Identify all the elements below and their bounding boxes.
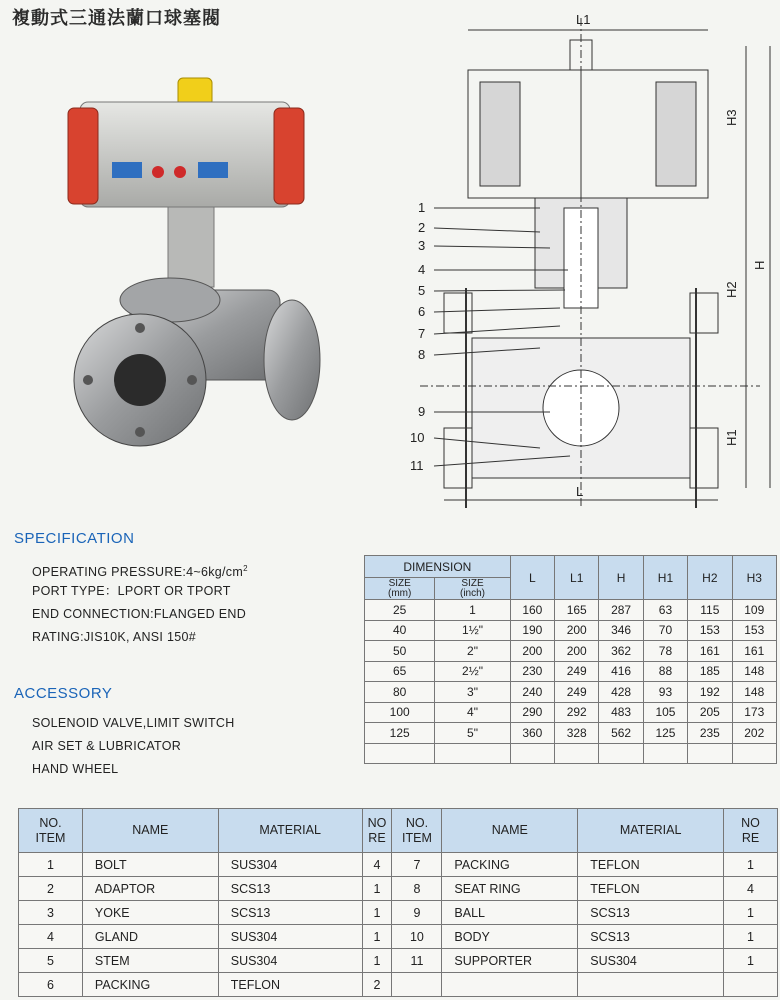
table-row [19, 925, 778, 949]
table-cell: STEM [82, 949, 218, 973]
table-cell [365, 743, 435, 764]
table-cell: SEAT RING [442, 877, 578, 901]
table-row [365, 682, 777, 703]
table-cell: 161 [688, 641, 732, 662]
table-cell: 5 [19, 949, 83, 973]
callout-6: 6 [418, 304, 426, 319]
table-cell: 249 [555, 682, 599, 703]
table-cell: 161 [732, 641, 776, 662]
table-cell: 125 [365, 723, 435, 744]
table-row [19, 877, 778, 901]
callout-7: 7 [418, 326, 426, 341]
table-cell: 80 [365, 682, 435, 703]
table-cell: PACKING [442, 853, 578, 877]
table-cell: 125 [643, 723, 687, 744]
spec-end-connection: END CONNECTION:FLANGED END [32, 607, 247, 621]
table-cell [435, 743, 510, 764]
table-cell: 205 [688, 702, 732, 723]
table-cell: 200 [555, 641, 599, 662]
dim-label-h1: H1 [724, 429, 739, 446]
table-cell: 346 [599, 620, 643, 641]
table-cell: 287 [599, 600, 643, 621]
callout-9: 9 [418, 404, 426, 419]
col-name: NAME [82, 809, 218, 853]
col-h: H [599, 556, 643, 600]
table-cell: 200 [510, 641, 554, 662]
table-cell: 5" [435, 723, 510, 744]
table-cell: 240 [510, 682, 554, 703]
table-cell [643, 743, 687, 764]
table-cell: 4 [724, 877, 778, 901]
spec-rating: RATING:JIS10K, ANSI 150# [32, 630, 196, 644]
table-cell: 165 [555, 600, 599, 621]
dim-label-h: H [752, 260, 767, 270]
table-cell: 40 [365, 620, 435, 641]
table-cell: 109 [732, 600, 776, 621]
table-cell: 8 [392, 877, 442, 901]
table-cell: 192 [688, 682, 732, 703]
col-no-item: NO. ITEM [19, 809, 83, 853]
table-cell: 416 [599, 661, 643, 682]
table-cell: 1 [724, 925, 778, 949]
table-cell: 428 [599, 682, 643, 703]
table-cell [724, 973, 778, 997]
table-cell: 202 [732, 723, 776, 744]
table-cell: 360 [510, 723, 554, 744]
table-cell: 1 [362, 925, 392, 949]
table-cell: 160 [510, 600, 554, 621]
table-cell: 4 [19, 925, 83, 949]
dim-label-l: L [576, 484, 584, 499]
table-row [365, 723, 777, 744]
table-row [19, 853, 778, 877]
table-cell: 65 [365, 661, 435, 682]
col-nore: NO RE [724, 809, 778, 853]
table-row [365, 641, 777, 662]
dimension-table [364, 555, 777, 764]
table-cell: TEFLON [578, 877, 724, 901]
table-cell: YOKE [82, 901, 218, 925]
callout-4: 4 [418, 262, 426, 277]
callout-11: 11 [410, 458, 424, 473]
table-cell: 2 [362, 973, 392, 997]
table-cell: 1 [724, 853, 778, 877]
table-cell: SUS304 [218, 949, 362, 973]
table-cell: SCS13 [218, 901, 362, 925]
table-cell [555, 743, 599, 764]
specification-list [32, 557, 248, 649]
table-cell: 153 [688, 620, 732, 641]
accessory-item: HAND WHEEL [32, 762, 119, 776]
col-h3: H3 [732, 556, 776, 600]
table-cell [392, 973, 442, 997]
table-cell: 1 [724, 901, 778, 925]
table-cell [510, 743, 554, 764]
spec-port-type: PORT TYPE：LPORT OR TPORT [32, 584, 231, 598]
table-cell: 1 [362, 901, 392, 925]
table-cell: 7 [392, 853, 442, 877]
col-material: MATERIAL [218, 809, 362, 853]
table-cell: 4 [362, 853, 392, 877]
table-cell: 230 [510, 661, 554, 682]
table-cell: 1 [724, 949, 778, 973]
table-cell: GLAND [82, 925, 218, 949]
col-size-mm: SIZE (mm) [365, 578, 435, 600]
col-h1: H1 [643, 556, 687, 600]
table-cell: 235 [688, 723, 732, 744]
table-cell: 105 [643, 702, 687, 723]
table-cell: SUS304 [218, 925, 362, 949]
table-cell [442, 973, 578, 997]
col-l: L [510, 556, 554, 600]
table-cell: 292 [555, 702, 599, 723]
table-cell: 11 [392, 949, 442, 973]
table-cell: SUS304 [218, 853, 362, 877]
table-cell: SCS13 [218, 877, 362, 901]
table-cell: 3" [435, 682, 510, 703]
table-cell: SCS13 [578, 925, 724, 949]
callout-5: 5 [418, 283, 426, 298]
table-row [365, 743, 777, 764]
dim-label-h2: H2 [724, 281, 739, 298]
table-cell: 10 [392, 925, 442, 949]
table-cell: 100 [365, 702, 435, 723]
table-cell [688, 743, 732, 764]
table-cell: 483 [599, 702, 643, 723]
table-cell: SUS304 [578, 949, 724, 973]
table-cell: 2 [19, 877, 83, 901]
table-cell: 93 [643, 682, 687, 703]
table-cell: 4" [435, 702, 510, 723]
table-cell: 153 [732, 620, 776, 641]
col-l1: L1 [555, 556, 599, 600]
table-row [365, 702, 777, 723]
accessory-item: SOLENOID VALVE,LIMIT SWITCH [32, 716, 235, 730]
table-cell [599, 743, 643, 764]
table-row [365, 661, 777, 682]
sectional-drawing [400, 8, 778, 513]
dimension-header: DIMENSION [365, 556, 511, 578]
table-cell: 70 [643, 620, 687, 641]
table-cell: 185 [688, 661, 732, 682]
table-cell: 562 [599, 723, 643, 744]
table-cell [732, 743, 776, 764]
parts-table [18, 808, 778, 997]
accessory-list [32, 712, 235, 781]
col-no-item: NO. ITEM [392, 809, 442, 853]
table-cell: 249 [555, 661, 599, 682]
table-cell: 63 [643, 600, 687, 621]
table-cell: 2" [435, 641, 510, 662]
table-cell [578, 973, 724, 997]
table-cell: BODY [442, 925, 578, 949]
callout-1: 1 [418, 200, 426, 215]
table-cell: TEFLON [218, 973, 362, 997]
table-cell: 88 [643, 661, 687, 682]
callout-3: 3 [418, 238, 426, 253]
table-cell: 1 [19, 853, 83, 877]
callout-8: 8 [418, 347, 426, 362]
table-cell: BALL [442, 901, 578, 925]
table-row [19, 901, 778, 925]
table-cell: 1 [362, 949, 392, 973]
col-material: MATERIAL [578, 809, 724, 853]
table-cell: 148 [732, 661, 776, 682]
table-cell: 50 [365, 641, 435, 662]
specification-heading: SPECIFICATION [14, 530, 135, 547]
table-row [19, 949, 778, 973]
accessory-heading: ACCESSORY [14, 685, 113, 702]
table-row [19, 973, 778, 997]
table-cell: 173 [732, 702, 776, 723]
col-size-inch: SIZE (inch) [435, 578, 510, 600]
table-cell: 362 [599, 641, 643, 662]
table-cell: 25 [365, 600, 435, 621]
table-cell: 3 [19, 901, 83, 925]
table-cell: 6 [19, 973, 83, 997]
page-title: 複動式三通法蘭口球塞閥 [12, 8, 221, 29]
table-cell: SUPPORTER [442, 949, 578, 973]
dim-label-l1: L1 [576, 12, 591, 27]
col-nore: NO RE [362, 809, 392, 853]
table-cell: BOLT [82, 853, 218, 877]
table-cell: ADAPTOR [82, 877, 218, 901]
table-cell: 148 [732, 682, 776, 703]
callout-10: 10 [410, 430, 425, 445]
table-cell: 200 [555, 620, 599, 641]
spec-operating-pressure: OPERATING $PRESSURE:4\sim 6kg/cm^2$ [32, 564, 248, 580]
valve-photo [60, 60, 360, 480]
dim-label-h3: H3 [724, 109, 739, 126]
table-cell: PACKING [82, 973, 218, 997]
accessory-item: AIR SET & LUBRICATOR [32, 739, 182, 753]
callout-2: 2 [418, 220, 426, 235]
table-cell: 1½" [435, 620, 510, 641]
table-cell: 2½" [435, 661, 510, 682]
table-cell: 9 [392, 901, 442, 925]
table-cell: 1 [435, 600, 510, 621]
table-cell: 190 [510, 620, 554, 641]
table-cell: 78 [643, 641, 687, 662]
table-row [365, 620, 777, 641]
table-cell: 1 [362, 877, 392, 901]
table-cell: TEFLON [578, 853, 724, 877]
col-name: NAME [442, 809, 578, 853]
table-cell: SCS13 [578, 901, 724, 925]
table-cell: 290 [510, 702, 554, 723]
table-cell: 328 [555, 723, 599, 744]
table-cell: 115 [688, 600, 732, 621]
col-h2: H2 [688, 556, 732, 600]
table-row [365, 600, 777, 621]
